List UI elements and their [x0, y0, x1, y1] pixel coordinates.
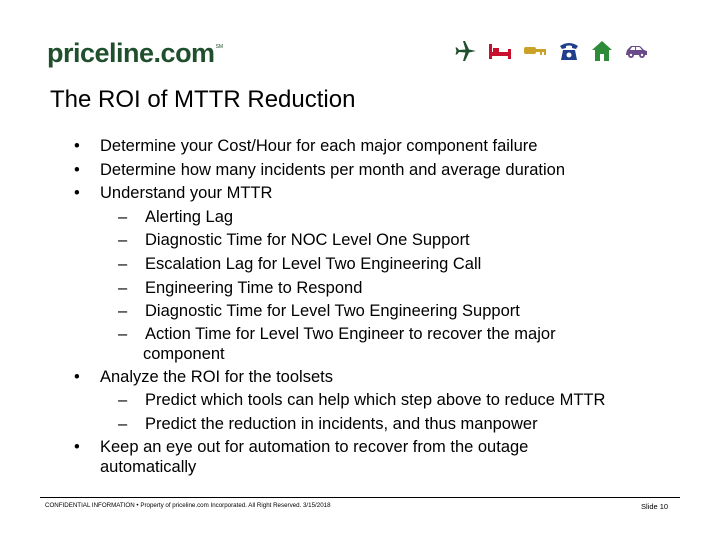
sub-bullet-item	[0, 206, 720, 230]
bullet-continuation	[0, 457, 720, 477]
bullet-marker: •	[74, 437, 80, 456]
dash-marker: –	[118, 324, 128, 343]
logo-wordmark: priceline.com	[47, 38, 215, 68]
sub-bullet-text: Predict which tools can help which step above to reduce MTTR	[145, 391, 606, 410]
telephone-icon	[558, 40, 580, 62]
dash-marker: –	[118, 278, 128, 297]
footer-divider	[40, 497, 680, 498]
bullet-item	[0, 182, 720, 206]
sub-bullet-text: Escalation Lag for Level Two Engineering Call	[145, 254, 482, 273]
bullet-marker: •	[74, 137, 80, 155]
sub-bullet-text: component	[143, 344, 225, 363]
dash-marker: –	[118, 207, 128, 226]
bullet-marker: •	[74, 367, 80, 386]
confidential-notice: CONFIDENTIAL INFORMATION • Property of priceline.com Incorporated. All Right Reserved. 3/15/2018	[45, 502, 331, 509]
dash-marker: –	[118, 254, 128, 273]
dash-marker: –	[118, 231, 128, 250]
bullet-item	[0, 135, 720, 159]
home-icon	[591, 40, 613, 62]
airplane-icon	[455, 40, 477, 62]
sub-bullet-item	[0, 229, 720, 253]
sub-bullet-text: Diagnostic Time for NOC Level One Support	[145, 231, 470, 250]
slide-number: Slide 10	[641, 502, 669, 511]
bullet-text: Determine how many incidents per month and average duration	[100, 160, 566, 179]
logo-service-mark: SM	[215, 44, 224, 50]
sub-bullet-item	[0, 277, 720, 301]
sub-bullet-text: Action Time for Level Two Engineer to recover the major	[145, 324, 556, 343]
sub-bullet-text: Diagnostic Time for Level Two Engineering Support	[145, 302, 520, 321]
bullet-item	[0, 159, 720, 183]
car-key-icon	[523, 41, 547, 61]
dash-marker: –	[118, 391, 128, 410]
sub-bullet-item	[0, 300, 720, 324]
sub-bullet-text: Engineering Time to Respond	[145, 278, 363, 297]
bullet-text: Keep an eye out for automation to recover from the outage	[100, 437, 529, 456]
bullet-marker: •	[74, 160, 80, 179]
sub-bullet-continuation	[0, 344, 720, 366]
bullet-text: Analyze the ROI for the toolsets	[100, 367, 333, 386]
hotel-bed-icon	[488, 41, 512, 61]
sub-bullet-text: Predict the reduction in incidents, and thus manpower	[145, 414, 538, 433]
dash-marker: –	[118, 302, 128, 321]
dash-marker: –	[118, 414, 128, 433]
bullet-item	[0, 366, 720, 390]
sub-bullet-text: Alerting Lag	[145, 207, 234, 226]
bullet-text: Understand your MTTR	[100, 184, 273, 203]
slide-body	[0, 135, 720, 477]
sub-bullet-item	[0, 413, 720, 437]
sub-bullet-item	[0, 253, 720, 277]
bullet-item	[0, 437, 720, 457]
bullet-marker: •	[74, 184, 80, 203]
priceline-logo	[47, 36, 223, 70]
bullet-text: Determine your Cost/Hour for each major component failure	[100, 137, 538, 155]
sub-bullet-item	[0, 389, 720, 413]
bullet-text: automatically	[100, 457, 197, 476]
car-icon	[624, 42, 648, 60]
sub-bullet-item	[0, 324, 720, 344]
product-icons	[455, 40, 648, 62]
slide-title: The ROI of MTTR Reduction	[50, 86, 356, 113]
